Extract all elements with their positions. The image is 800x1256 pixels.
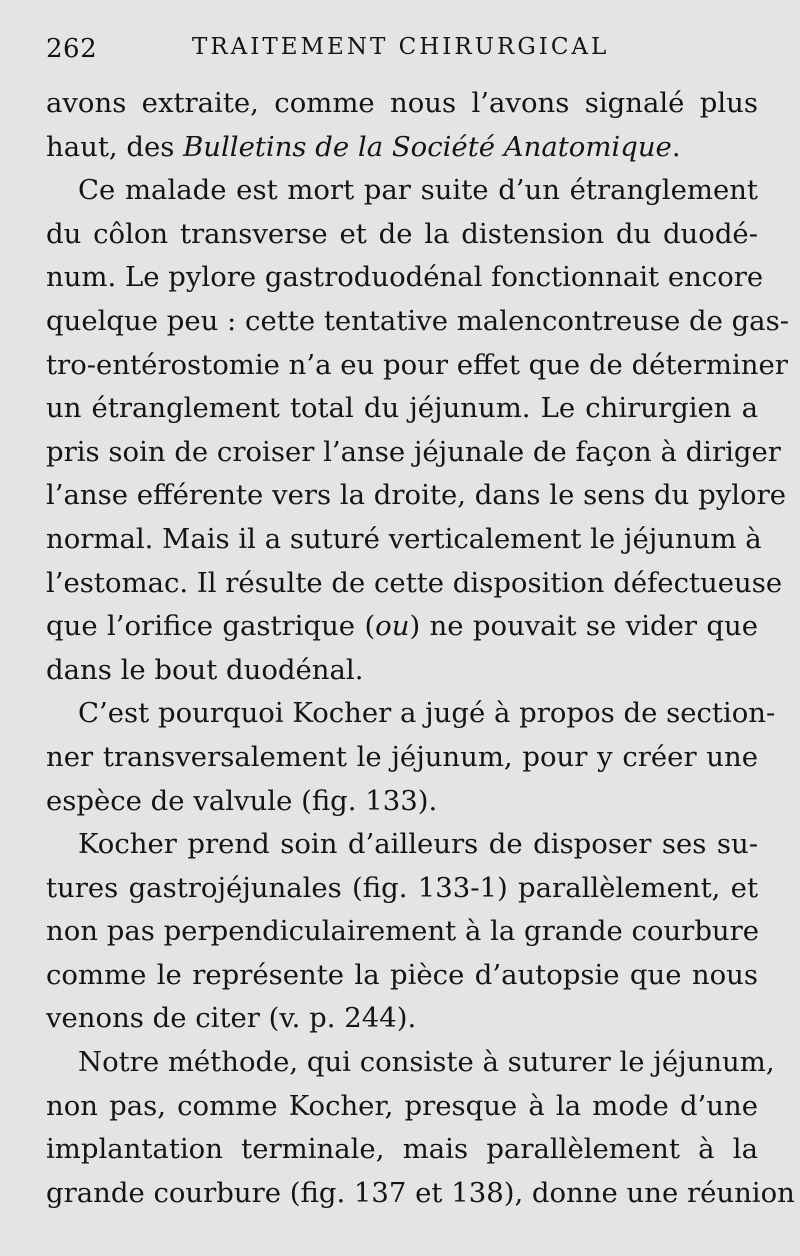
text-line: num. Le pylore gastroduodénal fonctionnait encore	[46, 261, 764, 294]
text-segment: .	[671, 130, 681, 163]
text-line: du côlon transverse et de la distension du duodé-	[46, 217, 758, 250]
text-line: non pas, comme Kocher, presque à la mode d’une	[46, 1089, 758, 1122]
text-line	[46, 605, 758, 649]
text-line: implantation terminale, mais parallèlement à la	[46, 1133, 758, 1166]
text-line: C’est pourquoi Kocher a jugé à propos de section-	[78, 697, 776, 730]
text-line: tro-entérostomie n’a eu pour effet que de déterminer	[46, 348, 788, 381]
text-segment: que l’orifice gastrique (	[46, 610, 376, 643]
text-line: Kocher prend soin d’ailleurs de disposer ses su-	[78, 828, 758, 861]
text-line: tures gastrojéjunales (fig. 133-1) parallèlement, et	[46, 871, 758, 904]
text-line: grande courbure (fig. 137 et 138), donne une réunion	[46, 1176, 795, 1209]
text-line: comme le représente la pièce d’autopsie que nous	[46, 958, 758, 991]
text-line: ner transversalement le jéjunum, pour y créer une	[46, 740, 758, 773]
text-line	[46, 126, 758, 170]
page-header	[46, 34, 756, 68]
text-line: l’anse efférente vers la droite, dans le sens du pylore	[46, 479, 787, 512]
text-line: non pas perpendiculairement à la grande courbure	[46, 915, 760, 948]
text-segment: ) ne pouvait se vider que	[409, 610, 758, 643]
text-line: Notre méthode, qui consiste à suturer le jéjunum,	[78, 1046, 775, 1079]
italic-segment: Bulletins de la Société Anatomique	[183, 130, 672, 163]
text-line: quelque peu : cette tentative malencontreuse de gas-	[46, 304, 789, 337]
page-number: 262	[46, 34, 98, 64]
text-line: l’estomac. Il résulte de cette disposition défectueuse	[46, 566, 783, 599]
text-line: Ce malade est mort par suite d’un étranglement	[78, 174, 758, 207]
text-line: normal. Mais il a suturé verticalement le jéjunum à	[46, 522, 762, 555]
text-segment: haut, des	[46, 130, 184, 163]
running-head: TRAITEMENT CHIRURGICAL	[192, 34, 610, 60]
text-line: avons extraite, comme nous l’avons signalé plus	[46, 87, 758, 119]
italic-segment: ou	[375, 610, 410, 643]
text-line: un étranglement total du jéjunum. Le chirurgien a	[46, 392, 758, 425]
text-line: dans le bout duodénal.	[46, 653, 364, 686]
text-line: pris soin de croiser l’anse jéjunale de façon à diriger	[46, 435, 781, 468]
body-text	[46, 82, 795, 1215]
text-line: espèce de valvule (fig. 133).	[46, 784, 438, 817]
text-line: venons de citer (v. p. 244).	[46, 1002, 417, 1035]
